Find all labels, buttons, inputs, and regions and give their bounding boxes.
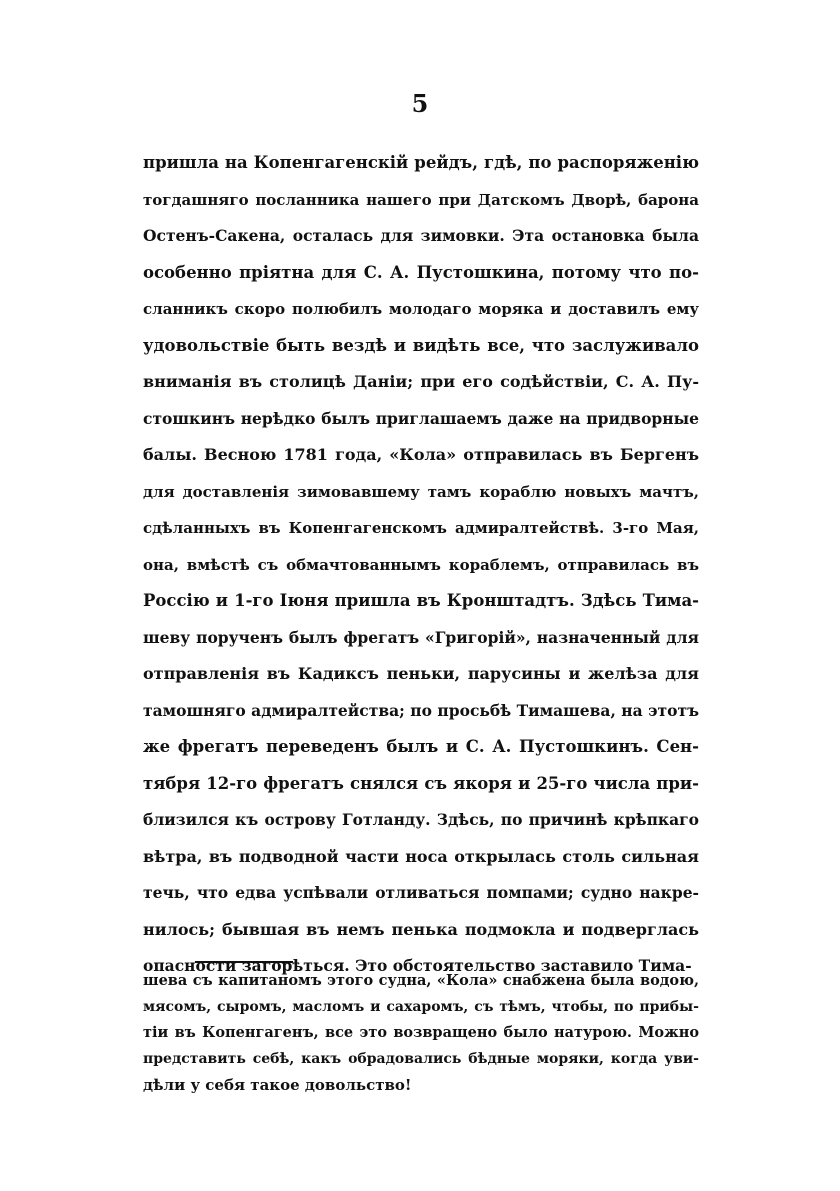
page-number: 5	[411, 89, 429, 118]
text-line: сдѣланныхъ въ Копенгагенскомъ адмиралтействѣ. 3-го Мая,	[143, 519, 699, 537]
footnote-line: представить себѣ, какъ обрадовались бѣдные моряки, когда уви-	[143, 1051, 699, 1067]
text-line: тября 12-го фрегатъ снялся съ якоря и 25-го числа при-	[143, 773, 699, 793]
text-line: тогдашняго посланника нашего при Датскомъ Дворѣ, барона	[143, 190, 699, 209]
footnote-line: шева съ капитаномъ этого судна, «Кола» снабжена была водою,	[143, 972, 699, 989]
footnote-line: тіи въ Копенгагенъ, все это возвращено было натурою. Можно	[143, 1024, 699, 1041]
text-line: пришла на Копенгагенскій рейдъ, гдѣ, по распоряженію	[143, 153, 699, 172]
text-line: шеву порученъ былъ фрегатъ «Григорій», назначенный для	[143, 627, 699, 647]
text-line: вѣтра, въ подводной части носа открылась столь сильная	[143, 846, 699, 866]
text-line: тамошняго адмиралтейства; по просьбѣ Тимашева, на этотъ	[143, 700, 699, 720]
footnote-block	[143, 968, 699, 1098]
main-text-block	[143, 145, 699, 985]
text-line: особенно пріятна для С. А. Пустошкина, потому что по-	[143, 262, 699, 282]
text-line: балы. Весною 1781 года, «Кола» отправилась въ Бергенъ	[143, 445, 699, 464]
text-line: течь, что едва успѣвали отливаться помпами; судно накре-	[143, 883, 699, 902]
text-line: же фрегатъ переведенъ былъ и С. А. Пустошкинъ. Сен-	[143, 737, 699, 756]
footnote-line: дѣли у себя такое довольство!	[143, 1076, 412, 1094]
text-line: отправленія въ Кадиксъ пеньки, парусины и желѣза для	[143, 664, 699, 683]
text-line: близился къ острову Готланду. Здѣсь, по причинѣ крѣпкаго	[143, 810, 699, 829]
text-line: опасности загорѣться. Это обстоятельство заставило Тима-	[143, 956, 692, 975]
text-line: она, вмѣстѣ съ обмачтованнымъ кораблемъ, отправилась въ	[143, 555, 699, 574]
text-line: для доставленія зимовавшему тамъ кораблю новыхъ мачтъ,	[143, 482, 699, 501]
text-line: Остенъ-Сакена, осталась для зимовки. Эта остановка была	[143, 226, 699, 245]
text-line: сланникъ скоро полюбилъ молодаго моряка и доставилъ ему	[143, 300, 699, 318]
text-line: удовольствіе быть вездѣ и видѣть все, что заслуживало	[143, 335, 699, 355]
footnote-separator	[195, 961, 293, 963]
text-line: нилось; бывшая въ немъ пенька подмокла и подверглась	[143, 919, 699, 939]
text-line: стошкинъ нерѣдко былъ приглашаемъ даже на придворные	[143, 408, 699, 428]
text-line: Россію и 1-го Іюня пришла въ Кронштадтъ. Здѣсь Тима-	[143, 591, 699, 610]
text-line: вниманія въ столицѣ Даніи; при его содѣйствіи, С. А. Пу-	[143, 372, 699, 391]
footnote-line: мясомъ, сыромъ, масломъ и сахаромъ, съ тѣмъ, чтобы, по прибы-	[143, 999, 699, 1015]
